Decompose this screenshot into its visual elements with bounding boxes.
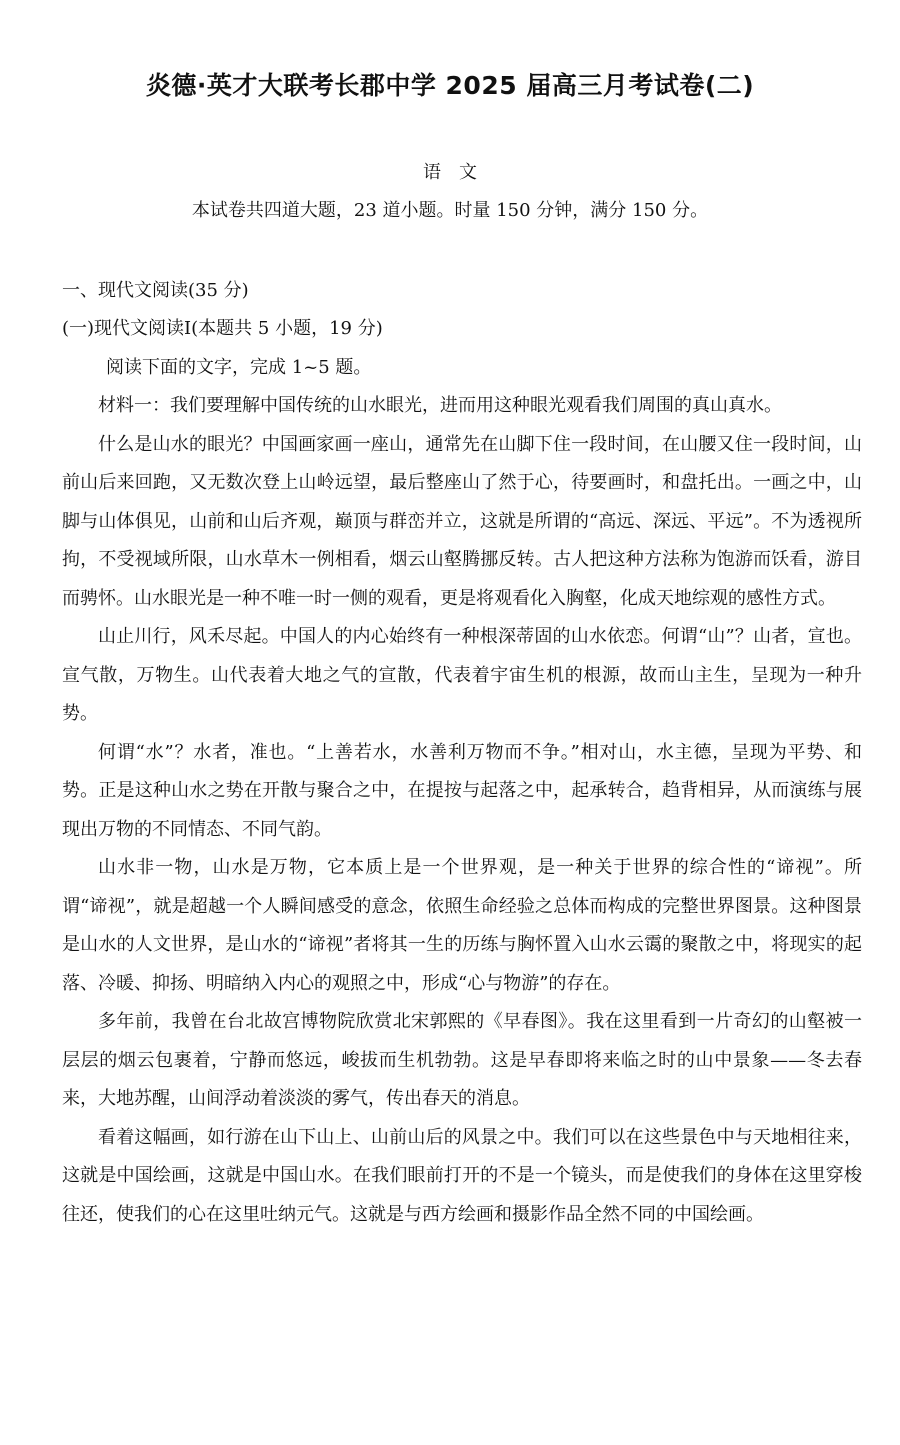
exam-intro: 本试卷共四道大题，23 道小题。时量 150 分钟，满分 150 分。	[191, 200, 709, 221]
passage-paragraph: 何谓“水”？水者，准也。“上善若水，水善利万物而不争。”相对山，水主德，呈现为平势、和势。正是这种山水之势在开散与聚合之中，在提按与起落之中，起承转合，趋背相异，从而演练与展现出万物的不同情态、不同气韵。	[62, 741, 862, 840]
section-heading: 一、现代文阅读(35 分)	[62, 280, 249, 301]
passage-paragraph: 材料一：我们要理解中国传统的山水眼光，进而用这种眼光观看我们周围的真山真水。	[98, 395, 782, 416]
section-subheading: (一)现代文阅读Ⅰ(本题共 5 小题，19 分)	[62, 318, 383, 339]
passage-paragraph: 山止川行，风禾尽起。中国人的内心始终有一种根深蒂固的山水依恋。何谓“山”？山者，宣也。宣气散，万物生。山代表着大地之气的宣散，代表着宇宙生机的根源，故而山主生，呈现为一种升势。	[62, 626, 862, 724]
passage-paragraph: 多年前，我曾在台北故宫博物院欣赏北宋郭熙的《早春图》。我在这里看到一片奇幻的山壑被一层层的烟云包裹着，宁静而悠远，峻拔而生机勃勃。这是早春即将来临之时的山中景象——冬去春来，大地苏醒，山间浮动着淡淡的雾气，传出春天的消息。	[62, 1011, 862, 1109]
subject-label: 语文	[423, 162, 495, 183]
reading-instruction: 阅读下面的文字，完成 1~5 题。	[106, 357, 372, 378]
passage-paragraph: 什么是山水的眼光？中国画家画一座山，通常先在山脚下住一段时间，在山腰又住一段时间，山前山后来回跑，又无数次登上山岭远望，最后整座山了然于心，待要画时，和盘托出。一画之中，山脚与山体俱见，山前和山后齐观，巅顶与群峦并立，这就是所谓的“高远、深远、平远”。不为透视所拘，不受视域所限，山水草木一例相看，烟云山壑腾挪反转。古人把这种方法称为饱游而饫看，游目而骋怀。山水眼光是一种不唯一时一侧的观看，更是将观看化入胸壑，化成天地综观的感性方式。	[62, 433, 862, 609]
passage-paragraph: 看着这幅画，如行游在山下山上、山前山后的风景之中。我们可以在这些景色中与天地相往来，这就是中国绘画，这就是中国山水。在我们眼前打开的不是一个镜头，而是使我们的身体在这里穿梭往还，使我们的心在这里吐纳元气。这就是与西方绘画和摄影作品全然不同的中国绘画。	[62, 1126, 862, 1225]
reading-passage	[62, 387, 862, 1234]
exam-title: 炎德·英才大联考长郡中学 2025 届高三月考试卷(二)	[145, 71, 755, 100]
passage-paragraph: 山水非一物，山水是万物，它本质上是一个世界观，是一种关于世界的综合性的“谛视”。所谓“谛视”，就是超越一个人瞬间感受的意念，依照生命经验之总体而构成的完整世界图景。这种图景是山水的人文世界，是山水的“谛视”者将其一生的历练与胸怀置入山水云霭的聚散之中，将现实的起落、冷暖、抑扬、明暗纳入内心的观照之中，形成“心与物游”的存在。	[62, 857, 862, 994]
